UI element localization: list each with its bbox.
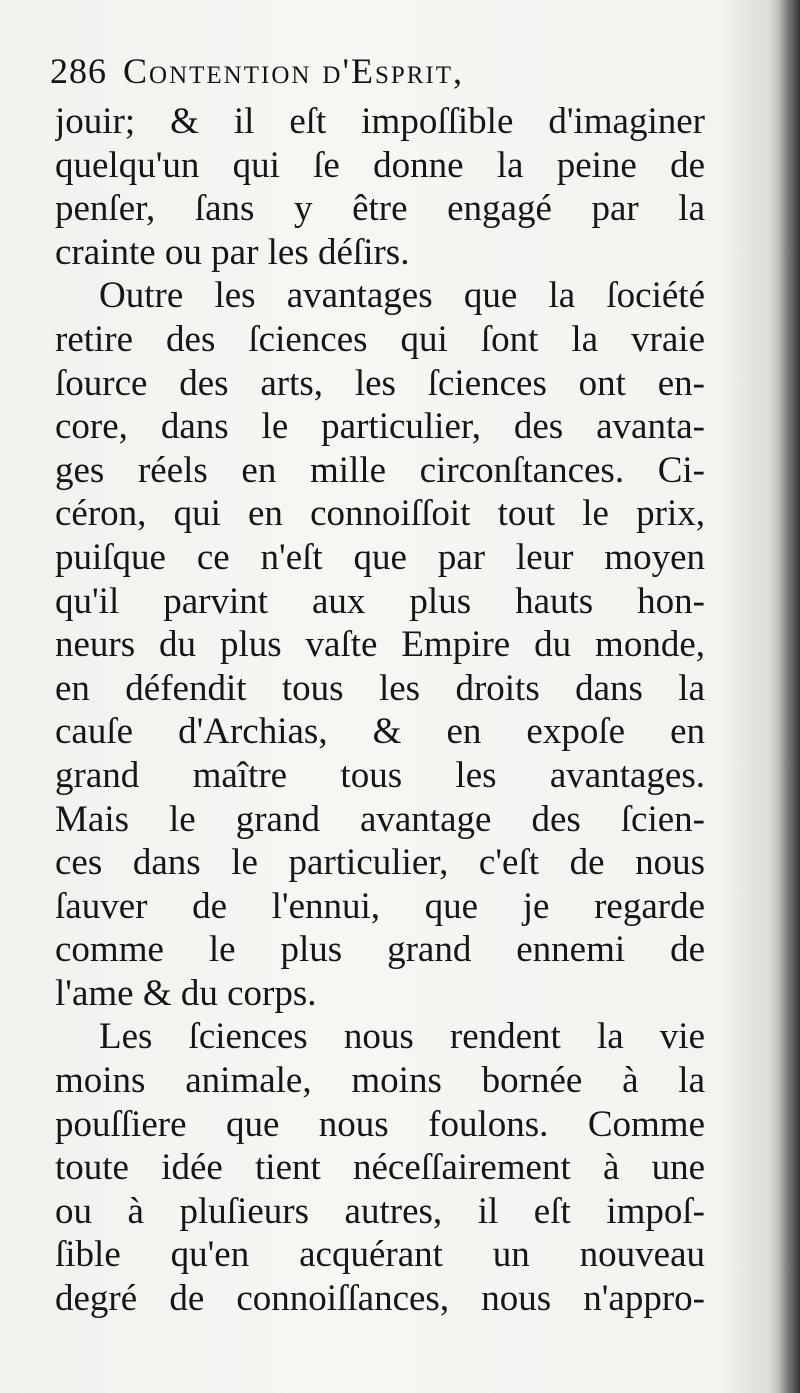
- paragraph-1: [55, 100, 705, 274]
- text-line: cauſe d'Archias, & en expoſe en: [55, 711, 705, 753]
- text-line: qu'il parvint aux plus hauts hon-: [55, 580, 705, 622]
- text-line: crainte ou par les déſirs.: [55, 231, 410, 273]
- text-line: quelqu'un qui ſe donne la peine de: [55, 144, 705, 186]
- text-line: toute idée tient néceſſairement à une: [55, 1147, 705, 1189]
- text-line: puiſque ce n'eſt que par leur moyen: [55, 536, 705, 578]
- text-line: Les ſciences nous rendent la vie: [99, 1016, 705, 1058]
- paragraph-2: [55, 274, 705, 1015]
- text-line: retire des ſciences qui ſont la vraie: [55, 318, 705, 360]
- text-line: pouſſiere que nous foulons. Comme: [55, 1103, 705, 1145]
- text-line: core, dans le particulier, des avanta-: [55, 406, 705, 448]
- text-line: ſource des arts, les ſciences ont en-: [55, 362, 705, 404]
- text-line: jouir; & il eſt impoſſible d'imaginer: [55, 101, 705, 142]
- text-line: neurs du plus vaſte Empire du monde,: [55, 624, 705, 666]
- page-header: [50, 50, 700, 98]
- text-line: Mais le grand avantage des ſcien-: [55, 798, 705, 840]
- paragraph-3: [55, 1015, 705, 1320]
- text-line: ces dans le particulier, c'eſt de nous: [55, 842, 705, 884]
- page-number: 286: [50, 51, 107, 91]
- text-line: ges réels en mille circonſtances. Ci-: [55, 449, 705, 491]
- text-line: Outre les avantages que la ſociété: [99, 275, 705, 317]
- text-line: moins animale, moins bornée à la: [55, 1060, 705, 1102]
- text-line: en défendit tous les droits dans la: [55, 667, 705, 709]
- text-line: l'ame & du corps.: [55, 972, 317, 1014]
- text-line: grand maître tous les avantages.: [55, 754, 705, 796]
- text-line: ou à pluſieurs autres, il eſt impoſ-: [55, 1190, 705, 1232]
- body-text: [55, 100, 705, 1321]
- page-edge-shadow: [778, 0, 800, 1393]
- text-line: comme le plus grand ennemi de: [55, 929, 705, 971]
- text-line: ſible qu'en acquérant un nouveau: [55, 1234, 705, 1276]
- text-line: penſer, ſans y être engagé par la: [55, 188, 705, 230]
- running-title: Contention d'Esprit,: [123, 51, 465, 91]
- text-line: degré de connoiſſances, nous n'appro-: [55, 1278, 705, 1320]
- text-line: ſauver de l'ennui, que je regarde: [55, 885, 705, 927]
- text-line: céron, qui en connoiſſoit tout le prix,: [55, 493, 705, 535]
